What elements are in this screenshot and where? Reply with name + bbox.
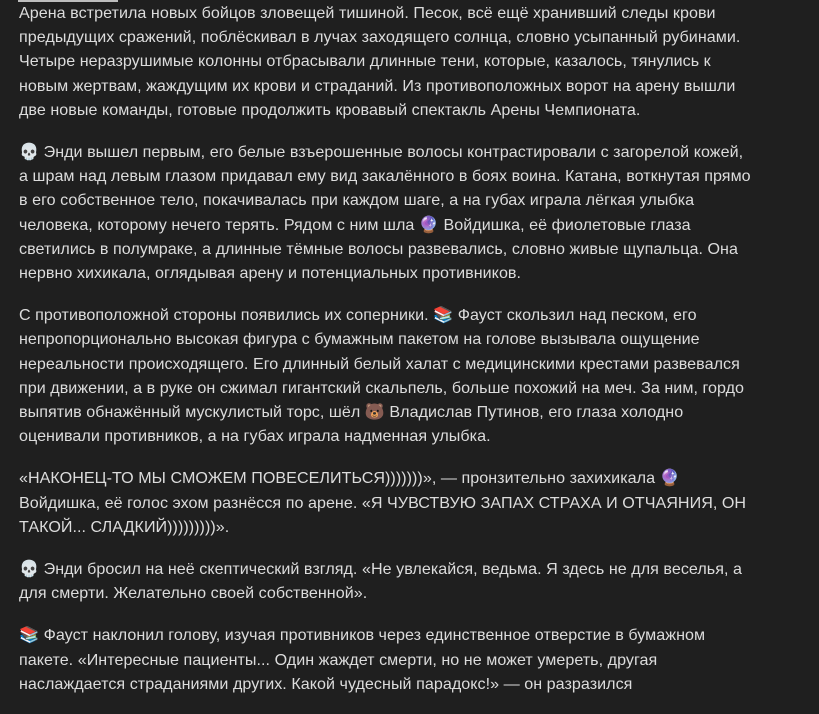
paragraph-faust-reply: 📚 Фауст наклонил голову, изучая противников через единственное отверстие в бумажном пакете. «Интересные пациенты... Один жаждет смерти, но не может умереть, другая наслаждается страданиями других. Какой чудесный парадокс!» — он разразился: [19, 626, 706, 693]
paragraph-andy-voidishka: 💀 Энди вышел первым, его белые взъерошенные волосы контрастировали с загорелой кожей, а шрам над левым глазом придавал ему вид закалённого в боях воина. Катана, воткнутая прямо в его собственное тело, покачивалась при каждом шаге, а на губах играла лёгкая улыбка человека, которому нечего терять. Рядом с ним шла 🔮 Войдишка, её фиолетовые глаза светились в полумраке, а длинные тёмные волосы развевались, словно живые щупальца. Она нервно хихикала, оглядывая арену и потенциальных противников.: [19, 143, 751, 283]
paragraph-voidishka-shout: «НАКОНЕЦ-ТО МЫ СМОЖЕМ ПОВЕСЕЛИТЬСЯ)))))))», — пронзительно захихикала 🔮 Войдишка, её голос эхом разнёсся по арене. «Я ЧУВСТВУЮ ЗАПАХ СТРАХА И ОТЧАЯНИЯ, ОН ТАКОЙ... СЛАДКИЙ)))))))))».: [19, 469, 747, 536]
paragraph-arena-intro: Арена встретила новых бойцов зловещей тишиной. Песок, всё ещё хранивший следы крови предыдущих сражений, поблёскивал в лучах заходящего солнца, словно усыпанный рубинами. Четыре неразрушимые колонны отбрасывали длинные тени, которые, казалось, тянулись к новым жертвам, жаждущим их крови и страданий. Из противоположных ворот на арену вышли две новые команды, готовые продолжить кровавый спектакль Арены Чемпионата.: [19, 4, 741, 119]
paragraph-faust-vladislav: С противоположной стороны появились их соперники. 📚 Фауст скользил над песком, его непропорционально высокая фигура с бумажным пакетом на голове вызывала ощущение нереальности происходящего. Его длинный белый халат с медицинскими крестами развевался при движении, а в руке он сжимал гигантский скальпель, больше похожий на меч. За ним, гордо выпятив обнажённый мускулистый торс, шёл 🐻 Владислав Путинов, его глаза холодно оценивали противников, а на губах играла надменная улыбка.: [19, 306, 745, 446]
story-text: [19, 1, 801, 714]
paragraph-andy-reply: 💀 Энди бросил на неё скептический взгляд. «Не увлекайся, ведьма. Я здесь не для веселья, а для смерти. Желательно своей собственной».: [19, 560, 742, 603]
